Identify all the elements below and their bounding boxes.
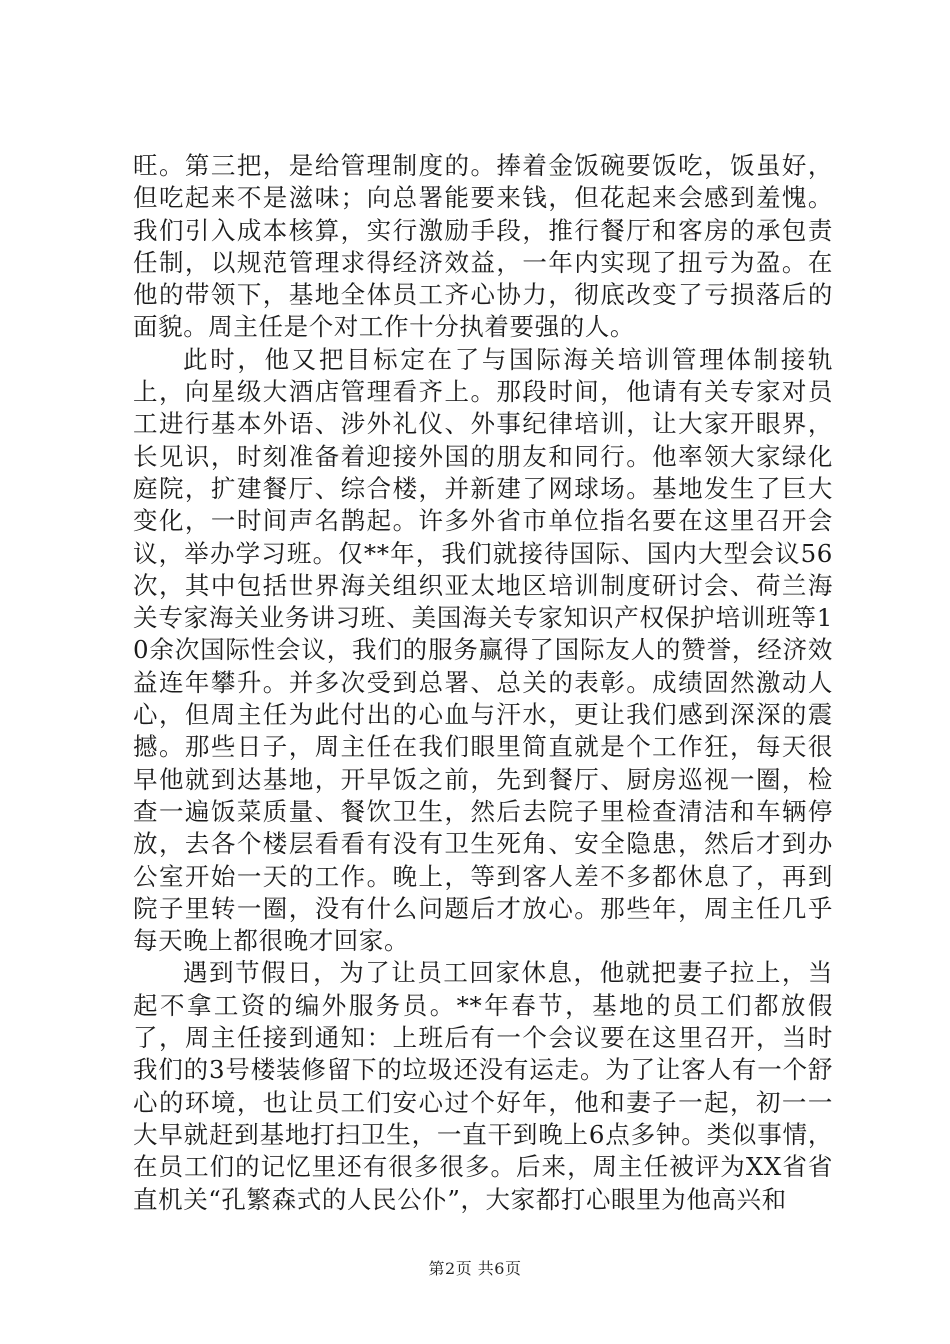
paragraph-2: 此时，他又把目标定在了与国际海关培训管理体制接轨上，向星级大酒店管理看齐上。那段时间，他请有关专家对员工进行基本外语、涉外礼仪、外事纪律培训，让大家开眼界，长见识，时刻准备着迎接外国的朋友和同行。他率领大家绿化庭院，扩建餐厅、综合楼，并新建了网球场。基地发生了巨大变化，一时间声名鹊起。许多外省市单位指名要在这里召开会议，举办学习班。仅**年，我们就接待国际、国内大型会议56次，其中包括世界海关组织亚太地区培训制度研讨会、荷兰海关专家海关业务讲习班、美国海关专家知识产权保护培训班等10余次国际性会议，我们的服务赢得了国际友人的赞誉，经济效益连年攀升。并多次受到总署、总关的表彰。成绩固然激动人心，但周主任为此付出的心血与汗水，更让我们感到深深的震撼。那些日子，周主任在我们眼里简直就是个工作狂，每天很早他就到达基地，开早饭之前，先到餐厅、厨房巡视一圈，检查一遍饭菜质量、餐饮卫生，然后去院子里检查清洁和车辆停放，去各个楼层看看有没有卫生死角、安全隐患，然后才到办公室开始一天的工作。晚上，等到客人差不多都休息了，再到院子里转一圈，没有什么问题后才放心。那些年，周主任几乎每天晚上都很晚才回家。 [133, 344, 833, 956]
paragraph-3: 遇到节假日，为了让员工回家休息，他就把妻子拉上，当起不拿工资的编外服务员。**年春节，基地的员工们都放假了，周主任接到通知：上班后有一个会议要在这里召开，当时我们的3号楼装修留下的垃圾还没有运走。为了让客人有一个舒心的环境，也让员工们安心过个好年，他和妻子一起，初一一大早就赶到基地打扫卫生，一直干到晚上6点多钟。类似事情，在员工们的记忆里还有很多很多。后来，周主任被评为XX省省直机关“孔繁森式的人民公仆”，大家都打心眼里为他高兴和 [133, 958, 833, 1214]
document-body [133, 150, 833, 1216]
paragraph-1: 旺。第三把，是给管理制度的。捧着金饭碗要饭吃，饭虽好，但吃起来不是滋味；向总署能要来钱，但花起来会感到羞愧。我们引入成本核算，实行激励手段，推行餐厅和客房的承包责任制，以规范管理求得经济效益，一年内实现了扭亏为盈。在他的带领下，基地全体员工齐心协力，彻底改变了亏损落后的面貌。周主任是个对工作十分执着要强的人。 [133, 151, 833, 342]
page-footer [0, 1256, 950, 1279]
page-indicator: 第2页 共6页 [428, 1259, 522, 1278]
